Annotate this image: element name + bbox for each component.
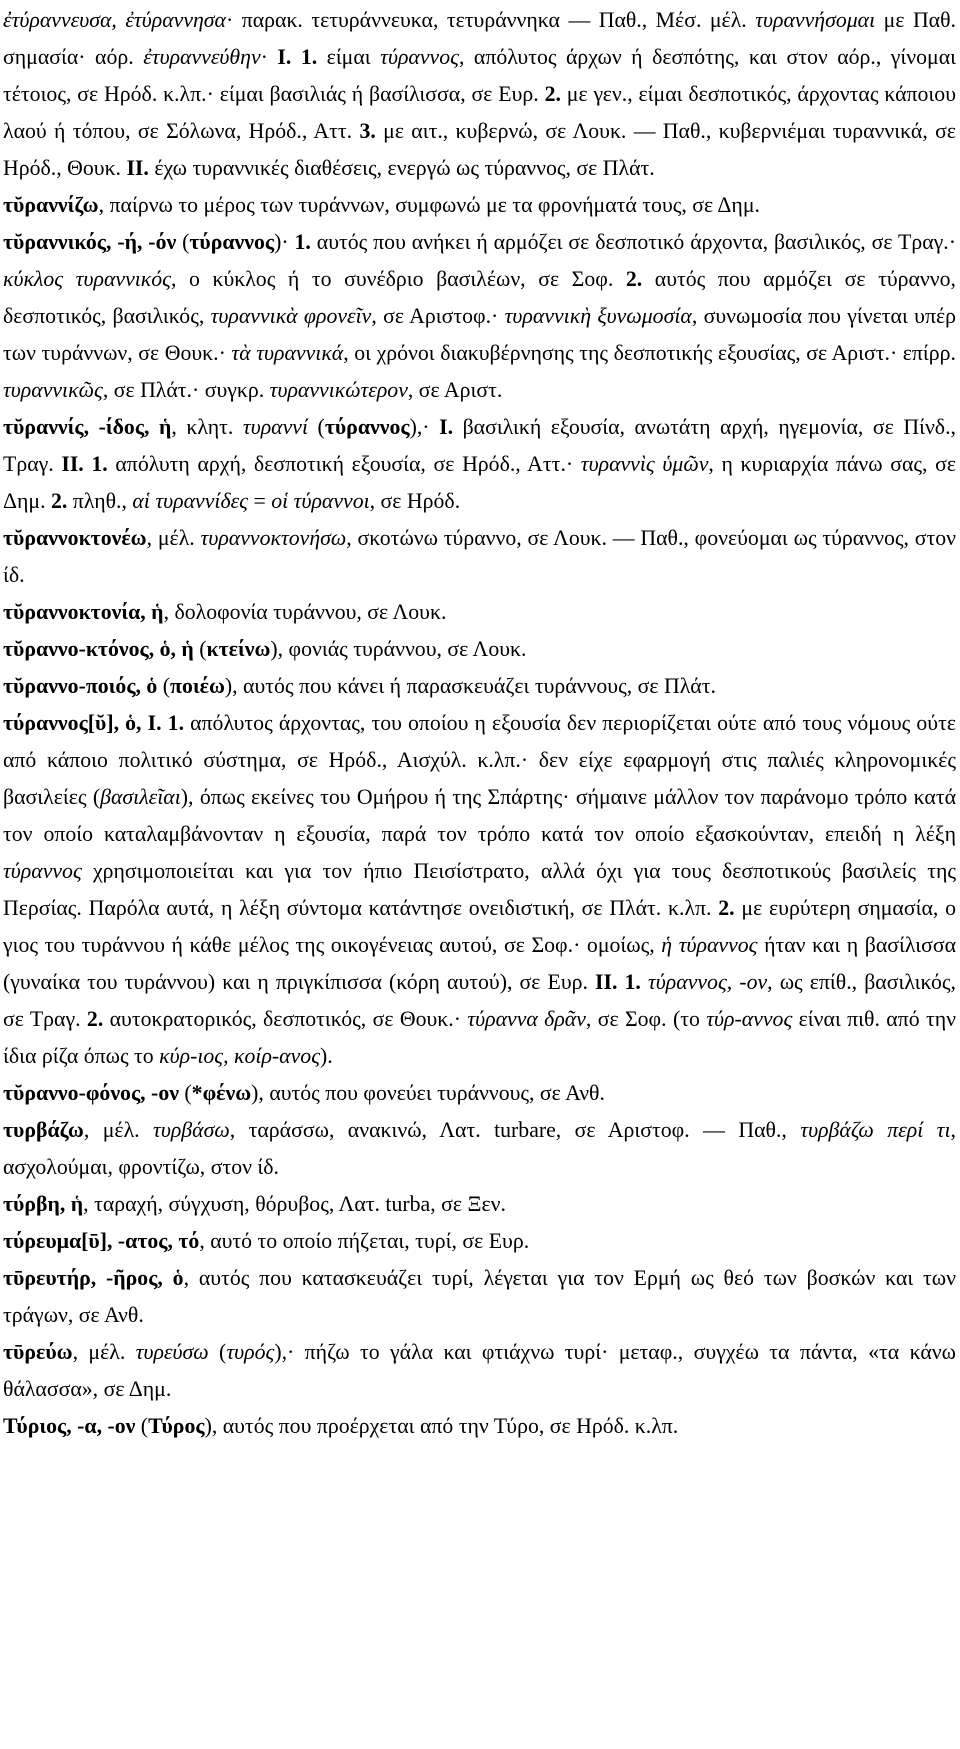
entry-italic-text: τὰ τυραννικά <box>231 341 344 365</box>
entry-headword: II. 1. <box>595 970 641 994</box>
entry-text: ( <box>193 637 207 661</box>
entry-headword: τῠραννοκτονέω <box>3 526 147 550</box>
entry-headword: τῠραννο-κτόνος, ὁ, ἡ <box>3 637 194 661</box>
entry-text: έχω τυραννικές διαθέσεις, ενεργώ ως τύραννος, σε Πλάτ. <box>148 156 655 180</box>
entry-text: ( <box>135 1414 149 1438</box>
entry-text: , αυτός που κατασκευάζει τυρί, λέγεται για τον Ερμή ως θεό των βοσκών και των τράγων, σε Ανθ. <box>3 1266 956 1327</box>
entry-text: )· <box>274 230 295 254</box>
entry-text: , μέλ. <box>83 1118 154 1142</box>
entry-text: είναι πιθ. από την ίδια ρίζα όπως το <box>3 1007 956 1068</box>
entry-headword: Τύρος <box>148 1414 205 1438</box>
entry-text: , οι χρόνοι διακυβέρνησης της δεσποτικής εξουσίας, σε Αριστ.· επίρρ. <box>343 341 956 365</box>
entry-text: αυτός που αρμόζει σε τύραννο, δεσποτικός, βασιλικός, <box>3 267 956 328</box>
entry-text: , ταραχή, σύγχυση, θόρυβος, Λατ. turba, σε Ξεν. <box>83 1192 506 1216</box>
entry-text: ( <box>308 415 325 439</box>
entry-text: , ασχολούμαι, φροντίζω, στον ίδ. <box>3 1118 956 1179</box>
dictionary-entry <box>3 1186 956 1223</box>
entry-headword: κτείνω <box>206 637 271 661</box>
entry-headword: τύρευμα[ῡ], -ατος, τό <box>3 1229 200 1253</box>
dictionary-entry <box>3 1408 956 1445</box>
entry-text: ( <box>178 1081 192 1105</box>
entry-headword: I. 1. <box>277 45 318 69</box>
entry-headword: II. 1. <box>61 452 108 476</box>
dictionary-entry <box>3 409 956 520</box>
entry-text: με Παθ. σημασία· αόρ. <box>3 8 956 69</box>
entry-headword: τῠραννοκτονία, ἡ <box>3 600 164 624</box>
entry-text: , μέλ. <box>72 1340 136 1364</box>
entry-text: ήταν και η βασίλισσα (γυναίκα του τυράννου) και η πριγκίπισσα (κόρη αυτού), σε Ευρ. <box>3 933 956 994</box>
entry-text: , κλητ. <box>171 415 243 439</box>
entry-italic-text: ἐτύραννευσα, ἐτύραννησα <box>3 8 226 32</box>
dictionary-entry <box>3 2 956 187</box>
entry-text: · <box>260 45 278 69</box>
entry-italic-text: ἐτυραννεύθην <box>143 45 261 69</box>
entry-text: ( <box>176 230 190 254</box>
entry-text: , παίρνω το μέρος των τυράννων, συμφωνώ με τα φρονήματά τους, σε Δημ. <box>98 193 760 217</box>
entry-text: · παρακ. τετυράννευκα, τετυράννηκα — Παθ., Μέσ. μέλ. <box>226 8 756 32</box>
entry-headword: τῡρευτήρ, -ῆρος, ὁ <box>3 1266 184 1290</box>
entry-headword: 1. <box>294 230 311 254</box>
entry-text: ( <box>157 674 171 698</box>
entry-text: , σκοτώνω τύραννο, σε Λουκ. — Παθ., φονεύομαι ως τύραννος, στον ίδ. <box>3 526 956 587</box>
entry-italic-text: τυραννικὴ ξυνωμοσία <box>504 304 692 328</box>
entry-text: = <box>248 489 272 513</box>
dictionary-entry <box>3 1223 956 1260</box>
entry-italic-text: τυραννήσομαι <box>755 8 876 32</box>
entry-text: , σε Αριστ. <box>407 378 503 402</box>
entry-headword: τύρβη, ἡ <box>3 1192 84 1216</box>
entry-italic-text: τυρβάζω περί τι <box>800 1118 951 1142</box>
entry-italic-text: τύραννα δρᾶν <box>467 1007 586 1031</box>
entry-text: , απόλυτος άρχων ή δεσπότης, και στον αόρ., γίνομαι τέτοιος, σε Ηρόδ. κ.λπ.· είμαι βασιλιάς ή βασίλισσα, σε Ευρ. <box>3 45 957 106</box>
entry-text: με γεν., είμαι δεσποτικός, άρχοντας κάποιου λαού ή τόπου, σε Σόλωνα, Ηρόδ., Αττ. <box>3 82 956 143</box>
dictionary-entry <box>3 705 956 1075</box>
entry-text: απόλυτος άρχοντας, του οποίου η εξουσία δεν περιορίζεται ούτε από τους νόμους ούτε από κάποιο πολιτικό σύστημα, σε Ηρόδ., Αισχύλ. κ.λπ.· δεν είχε εφαρμογή στις παλιές κληρονομικές βασιλείες ( <box>3 711 957 809</box>
entry-text: , η κυριαρχία πάνω σας, σε Δημ. <box>3 452 956 513</box>
dictionary-entry <box>3 1334 956 1408</box>
entry-italic-text: τύραννος <box>3 859 82 883</box>
entry-headword: 2. <box>51 489 68 513</box>
dictionary-entry <box>3 224 956 409</box>
entry-headword: τύραννος[ῠ], ὁ, I. 1. <box>3 711 185 735</box>
entry-italic-text: τύραννος <box>380 45 459 69</box>
entry-text: , μέλ. <box>146 526 201 550</box>
entry-text: ). <box>320 1044 333 1068</box>
entry-italic-text: τυραννικώτερον <box>269 378 408 402</box>
entry-text: , σε Πλάτ.· συγκρ. <box>102 378 270 402</box>
entry-text: , συνωμοσία που γίνεται υπέρ των τυράννων, σε Θουκ.· <box>3 304 956 365</box>
entry-headword: I. <box>439 415 454 439</box>
entry-italic-text: κύρ-ιος, κοίρ-ανος <box>159 1044 321 1068</box>
entry-italic-text: ἡ τύραννος <box>661 933 758 957</box>
entry-headword: ποιέω <box>170 674 225 698</box>
entry-text: , ταράσσω, ανακινώ, Λατ. turbare, σε Αριστοφ. — Παθ., <box>229 1118 801 1142</box>
entry-text: ), όπως εκείνες του Ομήρου ή της Σπάρτης· σήμαινε μάλλον τον παράνομο τρόπο κατά τον οποίο καταλαμβάνονταν η εξουσία, παρά τον τρόπο κατά τον οποίο εξασκούνταν, επειδή η λέξη <box>3 785 957 846</box>
entry-headword: 3. <box>359 119 376 143</box>
entry-italic-text: τυρβάσω <box>153 1118 230 1142</box>
entry-headword: *φένω <box>191 1081 252 1105</box>
dictionary-entry <box>3 668 956 705</box>
entry-italic-text: τυραννικῶς <box>3 378 103 402</box>
entry-italic-text: τυραννοκτονήσω <box>200 526 347 550</box>
entry-text: , σε Αριστοφ.· <box>371 304 505 328</box>
entry-text: είμαι <box>317 45 381 69</box>
entry-text: ),· <box>409 415 440 439</box>
entry-headword: τῠραννίζω <box>3 193 99 217</box>
entry-text: απόλυτη αρχή, δεσποτική εξουσία, σε Ηρόδ., Αττ.· <box>107 452 581 476</box>
entry-italic-text: τυραννὶς ὑμῶν <box>580 452 709 476</box>
entry-italic-text: τύρ-αννος <box>706 1007 793 1031</box>
entry-text: , δολοφονία τυράννου, σε Λουκ. <box>163 600 447 624</box>
entry-text: ), αυτός που κάνει ή παρασκευάζει τυράννους, σε Πλάτ. <box>224 674 716 698</box>
entry-headword: τῠραννίς, -ίδος, ἡ <box>3 415 172 439</box>
entry-text: με αιτ., κυβερνώ, σε Λουκ. — Παθ., κυβερνιέμαι τυραννικά, σε Ηρόδ., Θουκ. <box>3 119 956 180</box>
dictionary-entry <box>3 1075 956 1112</box>
entry-headword: τυρβάζω <box>3 1118 84 1142</box>
entry-headword: τῠραννο-ποιός, ὁ <box>3 674 158 698</box>
entry-text: , ο κύκλος ή το συνέδριο βασιλέων, σε Σοφ. <box>171 267 626 291</box>
entry-text: χρησιμοποιείται και για τον ήπιο Πεισίστρατο, αλλά όχι για τους δεσποτικούς βασιλείς της Περσίας. Παρόλα αυτά, η λέξη σύντομα κατάντησε ονειδιστική, σε Πλάτ. κ.λπ. <box>3 859 956 920</box>
entry-headword: 2. <box>544 82 561 106</box>
entry-italic-text: κύκλος τυραννικός <box>3 267 171 291</box>
entry-headword: τύραννος <box>324 415 410 439</box>
entry-text: , ως επίθ., βασιλικός, σε Τραγ. <box>3 970 956 1031</box>
entry-text: με ευρύτερη σημασία, ο γιος του τυράννου ή κάθε μέλος της οικογένειας αυτού, σε Σοφ.· ομοίως, <box>3 896 956 957</box>
entry-italic-text: τυρός <box>226 1340 275 1364</box>
entry-headword: 2. <box>625 267 643 291</box>
entry-text: , σε Σοφ. (το <box>585 1007 707 1031</box>
entry-headword: Τύριος, -α, -ον <box>3 1414 136 1438</box>
entry-text: πληθ., <box>67 489 133 513</box>
dictionary-entry <box>3 187 956 224</box>
dictionary-entry <box>3 631 956 668</box>
entry-text: , αυτό το οποίο πήζεται, τυρί, σε Ευρ. <box>199 1229 530 1253</box>
entry-headword: II. <box>126 156 149 180</box>
entry-italic-text: οἱ τύραννοι <box>271 489 370 513</box>
entry-italic-text: βασιλεῖαι <box>100 785 181 809</box>
entry-text: ), αυτός που προέρχεται από την Τύρο, σε Ηρόδ. κ.λπ. <box>204 1414 679 1438</box>
entry-headword: τῡρεύω <box>3 1340 73 1364</box>
entry-text: αυτός που ανήκει ή αρμόζει σε δεσποτικό άρχοντα, βασιλικός, σε Τραγ.· <box>310 230 956 254</box>
entry-text: αυτοκρατορικός, δεσποτικός, σε Θουκ.· <box>103 1007 468 1031</box>
entry-text: ), φονιάς τυράννου, σε Λουκ. <box>270 637 527 661</box>
entry-headword: 2. <box>718 896 735 920</box>
entry-headword: τύραννος <box>189 230 275 254</box>
entry-headword: τῠραννο-φόνος, -ον <box>3 1081 179 1105</box>
dictionary-entry <box>3 520 956 594</box>
entry-italic-text: τύραννος, -ον <box>647 970 768 994</box>
entry-italic-text: τυρεύσω <box>135 1340 209 1364</box>
entry-text <box>641 970 648 994</box>
entry-text: ( <box>208 1340 227 1364</box>
entry-italic-text: αἱ τυραννίδες <box>132 489 249 513</box>
entry-italic-text: τυραννικὰ φρονεῖν <box>210 304 372 328</box>
dictionary-entry <box>3 1260 956 1334</box>
entry-text: βασιλική εξουσία, ανωτάτη αρχή, ηγεμονία, σε Πίνδ., Τραγ. <box>3 415 956 476</box>
entry-italic-text: τυραννί <box>242 415 309 439</box>
entry-text: , σε Ηρόδ. <box>369 489 461 513</box>
dictionary-entry <box>3 1112 956 1186</box>
entry-headword: τῠραννικός, -ή, -όν <box>3 230 177 254</box>
entry-text: ),· πήζω το γάλα και φτιάχνω τυρί· μεταφ., συγχέω τα πάντα, «τα κάνω θάλασσα», σε Δημ. <box>3 1340 956 1401</box>
entry-text: ), αυτός που φονεύει τυράννους, σε Ανθ. <box>251 1081 605 1105</box>
dictionary-entry <box>3 594 956 631</box>
entry-headword: 2. <box>86 1007 104 1031</box>
